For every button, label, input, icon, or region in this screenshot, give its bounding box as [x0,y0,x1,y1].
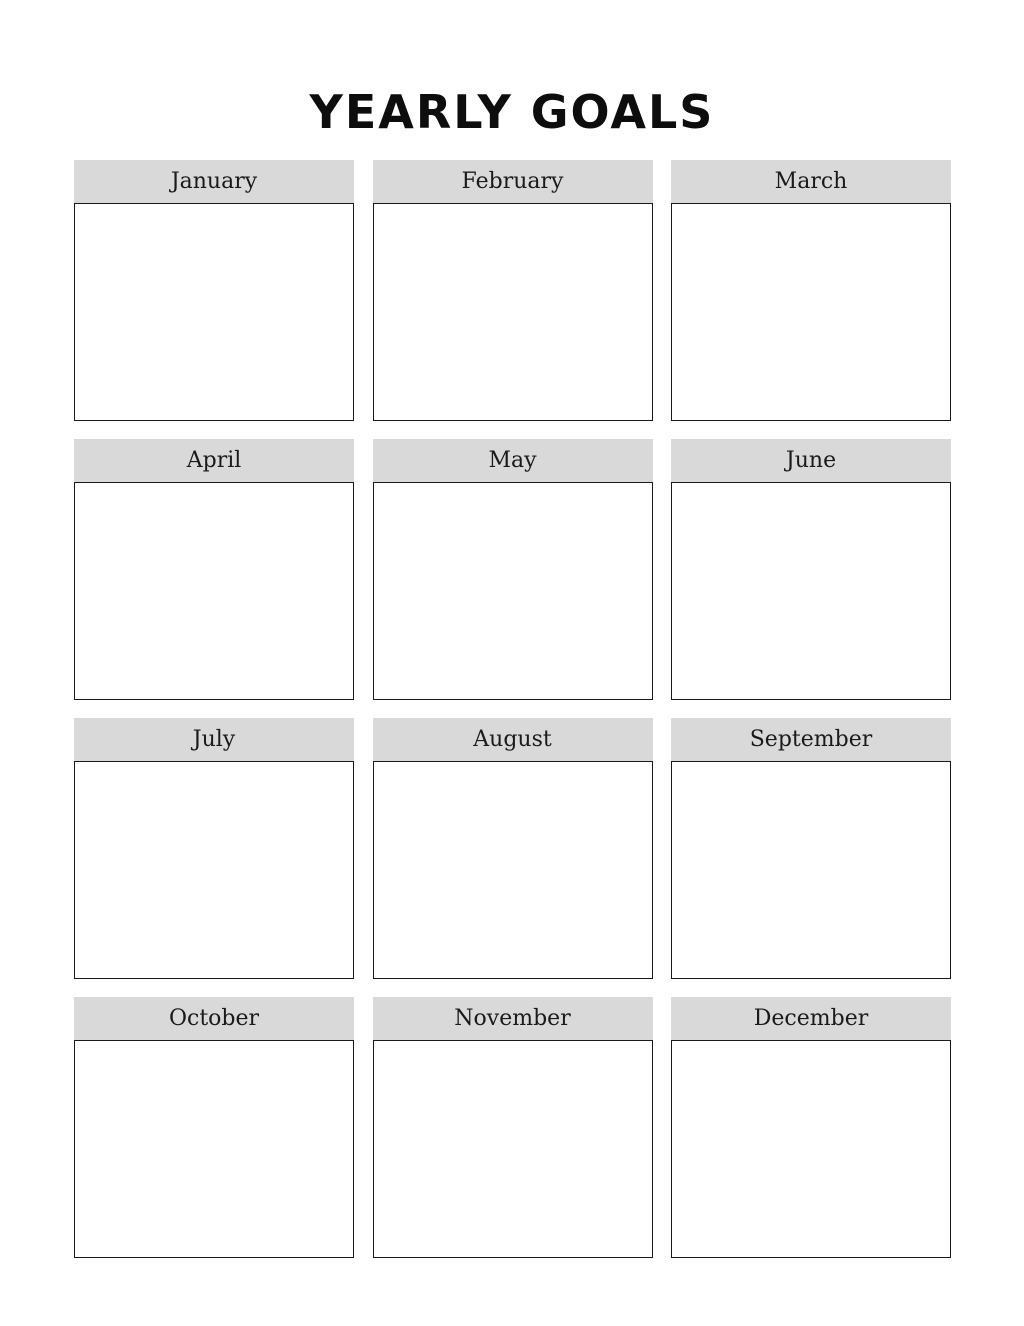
month-header: October [74,997,354,1040]
month-card-may [373,439,653,700]
month-card-july [74,718,354,979]
months-grid [74,160,951,1258]
goal-box-september[interactable] [671,761,951,979]
month-header: February [373,160,653,203]
goal-box-july[interactable] [74,761,354,979]
month-card-november [373,997,653,1258]
goal-box-december[interactable] [671,1040,951,1258]
month-header: December [671,997,951,1040]
goal-box-june[interactable] [671,482,951,700]
month-card-april [74,439,354,700]
month-header: September [671,718,951,761]
month-header: June [671,439,951,482]
month-card-january [74,160,354,421]
month-card-october [74,997,354,1258]
month-card-february [373,160,653,421]
month-header: March [671,160,951,203]
goal-box-november[interactable] [373,1040,653,1258]
month-header: July [74,718,354,761]
month-header: November [373,997,653,1040]
goal-box-august[interactable] [373,761,653,979]
month-card-march [671,160,951,421]
month-card-june [671,439,951,700]
goal-box-january[interactable] [74,203,354,421]
month-card-september [671,718,951,979]
goal-box-february[interactable] [373,203,653,421]
month-header: May [373,439,653,482]
goal-box-april[interactable] [74,482,354,700]
month-header: April [74,439,354,482]
goal-box-october[interactable] [74,1040,354,1258]
goal-box-march[interactable] [671,203,951,421]
month-card-august [373,718,653,979]
goal-box-may[interactable] [373,482,653,700]
month-card-december [671,997,951,1258]
page-title: YEARLY GOALS [309,85,715,139]
month-header: August [373,718,653,761]
month-header: January [74,160,354,203]
